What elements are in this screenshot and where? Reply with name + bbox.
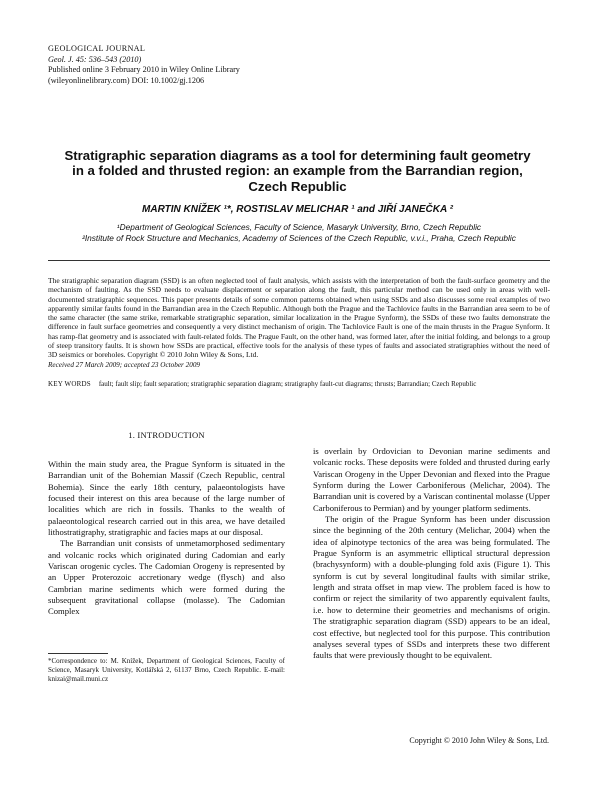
- paragraph: The origin of the Prague Synform has been under discussion since the beginning of the 20th century (Melichar, 2004) when the idea of alpinotype tectonics of the area was being formulated. The Prague Synform is an asymmetric elliptical structural depression (brachysynform) with a double-plunging fold axis (Figure 1). This synform is cut by several longitudinal faults with similar strike, length and strata offset in map view. The problem faced is how to confirm or reject the similarity of two apparently equivalent faults, i.e. how to determine their geometries and mechanisms of origin. The stratigraphic separation diagram (SSD) appears to be an ideal, cost effective, but neglected tool for this purpose. This contribution analyses several types of SSDs and interprets these two different faults that were previously thought to be equivalent.: [313, 514, 550, 661]
- publication-note: Published online 3 February 2010 in Wiley Online Library: [48, 65, 240, 75]
- right-column: [313, 446, 550, 662]
- copyright-notice: Copyright © 2010 John Wiley & Sons, Ltd.: [409, 736, 549, 745]
- section-heading-introduction: 1. INTRODUCTION: [128, 430, 205, 440]
- keywords-text: fault; fault slip; fault separation; stratigraphic separation diagram; stratigraphy fault-cut diagrams; thrusts; Barrandian; Czech Republic: [98, 380, 477, 388]
- header-divider: [48, 260, 550, 261]
- journal-header: [48, 44, 240, 86]
- journal-name: GEOLOGICAL JOURNAL: [48, 44, 146, 53]
- correspondence-footnote: *Correspondence to: M. Knížek, Department of Geological Sciences, Faculty of Science, Masaryk University, Kotlářská 2, 61137 Brno, Czech Republic. E-mail: knizai@mail.muni.cz: [48, 657, 285, 684]
- affiliations: [44, 222, 554, 243]
- article-title: Stratigraphic separation diagrams as a tool for determining fault geometry in a folded and thrusted region: an example from the Barrandian region, Czech Republic: [64, 148, 531, 194]
- keywords-label: KEY WORDS: [48, 380, 91, 388]
- affiliation-2: ²Institute of Rock Structure and Mechanics, Academy of Sciences of the Czech Republic, v.v.i., Praha, Czech Republic: [82, 232, 516, 243]
- journal-citation: Geol. J. 45: 536–543 (2010): [48, 54, 142, 64]
- received-dates: Received 27 March 2009; accepted 23 October 2009: [48, 361, 201, 369]
- paragraph: Within the main study area, the Prague Synform is situated in the Barrandian unit of the Bohemian Massif (Czech Republic, central Bohemia). Since the early 18th century, palaeontologists have focused their interest on this area because of the large number of localities which are rich in fossils. Thanks to the wealth of palaeontological research carried out in this area, we have detailed lithostratigraphy, stratigraphic and facies maps at our disposal.: [48, 459, 285, 538]
- left-column: [48, 459, 285, 618]
- affiliation-1: ¹Department of Geological Sciences, Faculty of Science, Masaryk University, Brno, Czech Republic: [116, 222, 482, 232]
- abstract: The stratigraphic separation diagram (SSD) is an often neglected tool of fault analysis, which assists with the interpretation of both the fault-surface geometry and the mechanism of faulting. As the SSD needs to evaluate displacement or separation along the fault, this particular method can be used only in areas with well-documented stratigraphic sequences. This paper presents details of some common patterns obtained when using SSDs and also discusses some real examples of two apparently similar faults found in the Barrandian area in the Czech Republic. Although both the Prague and the Tachlovice faults in the Barrandian area seem to be of the same character (the same strike, remarkable stratigraphic separation, similar localization in the Prague Synform), the SSDs of these two faults demonstrate the difference in fault surface geometries and consequently a very distinct mechanism of origin. The Tachlovice Fault is one of the main thrusts in the Prague Synform. It has ramp-flat geometry and is associated with fault-related folds. The Prague Fault, on the other hand, was formed later, after the initial folding, and belongs to a group of steep transitory faults. It is shown how SSDs are practical, effective tools for the analysis of these types of faults and associated stratigraphies without the need of 3D seismics or boreholes. Copyright © 2010 John Wiley & Sons, Ltd.: [48, 276, 550, 360]
- keywords: [48, 380, 476, 388]
- footnote-divider: [48, 653, 108, 654]
- doi-line: (wileyonlinelibrary.com) DOI: 10.1002/gj.1206: [48, 75, 205, 85]
- paragraph: is overlain by Ordovician to Devonian marine sediments and volcanic rocks. These deposits were folded and thrusted during early Variscan Orogeny in the Upper Devonian and flexed into the Prague Synform during the Lower Carboniferous (Melichar, 2004). The Barrandian unit is covered by a Variscan continental molasse (Upper Carboniferous to Permian) and by younger platform sediments.: [313, 446, 550, 513]
- paragraph: The Barrandian unit consists of unmetamorphosed sedimentary and volcanic rocks which originated during Cadomian and early Variscan orogenic cycles. The Cadomian Orogeny is represented by an Upper Proterozoic accretionary wedge (flysch) and also Cambrian marine sediments which were formed during the subsequent gravitational collapse (molasse). The Cadomian Complex: [48, 538, 285, 617]
- author-list: MARTIN KNÍŽEK ¹*, ROSTISLAV MELICHAR ¹ and JIŘÍ JANEČKA ²: [142, 204, 453, 215]
